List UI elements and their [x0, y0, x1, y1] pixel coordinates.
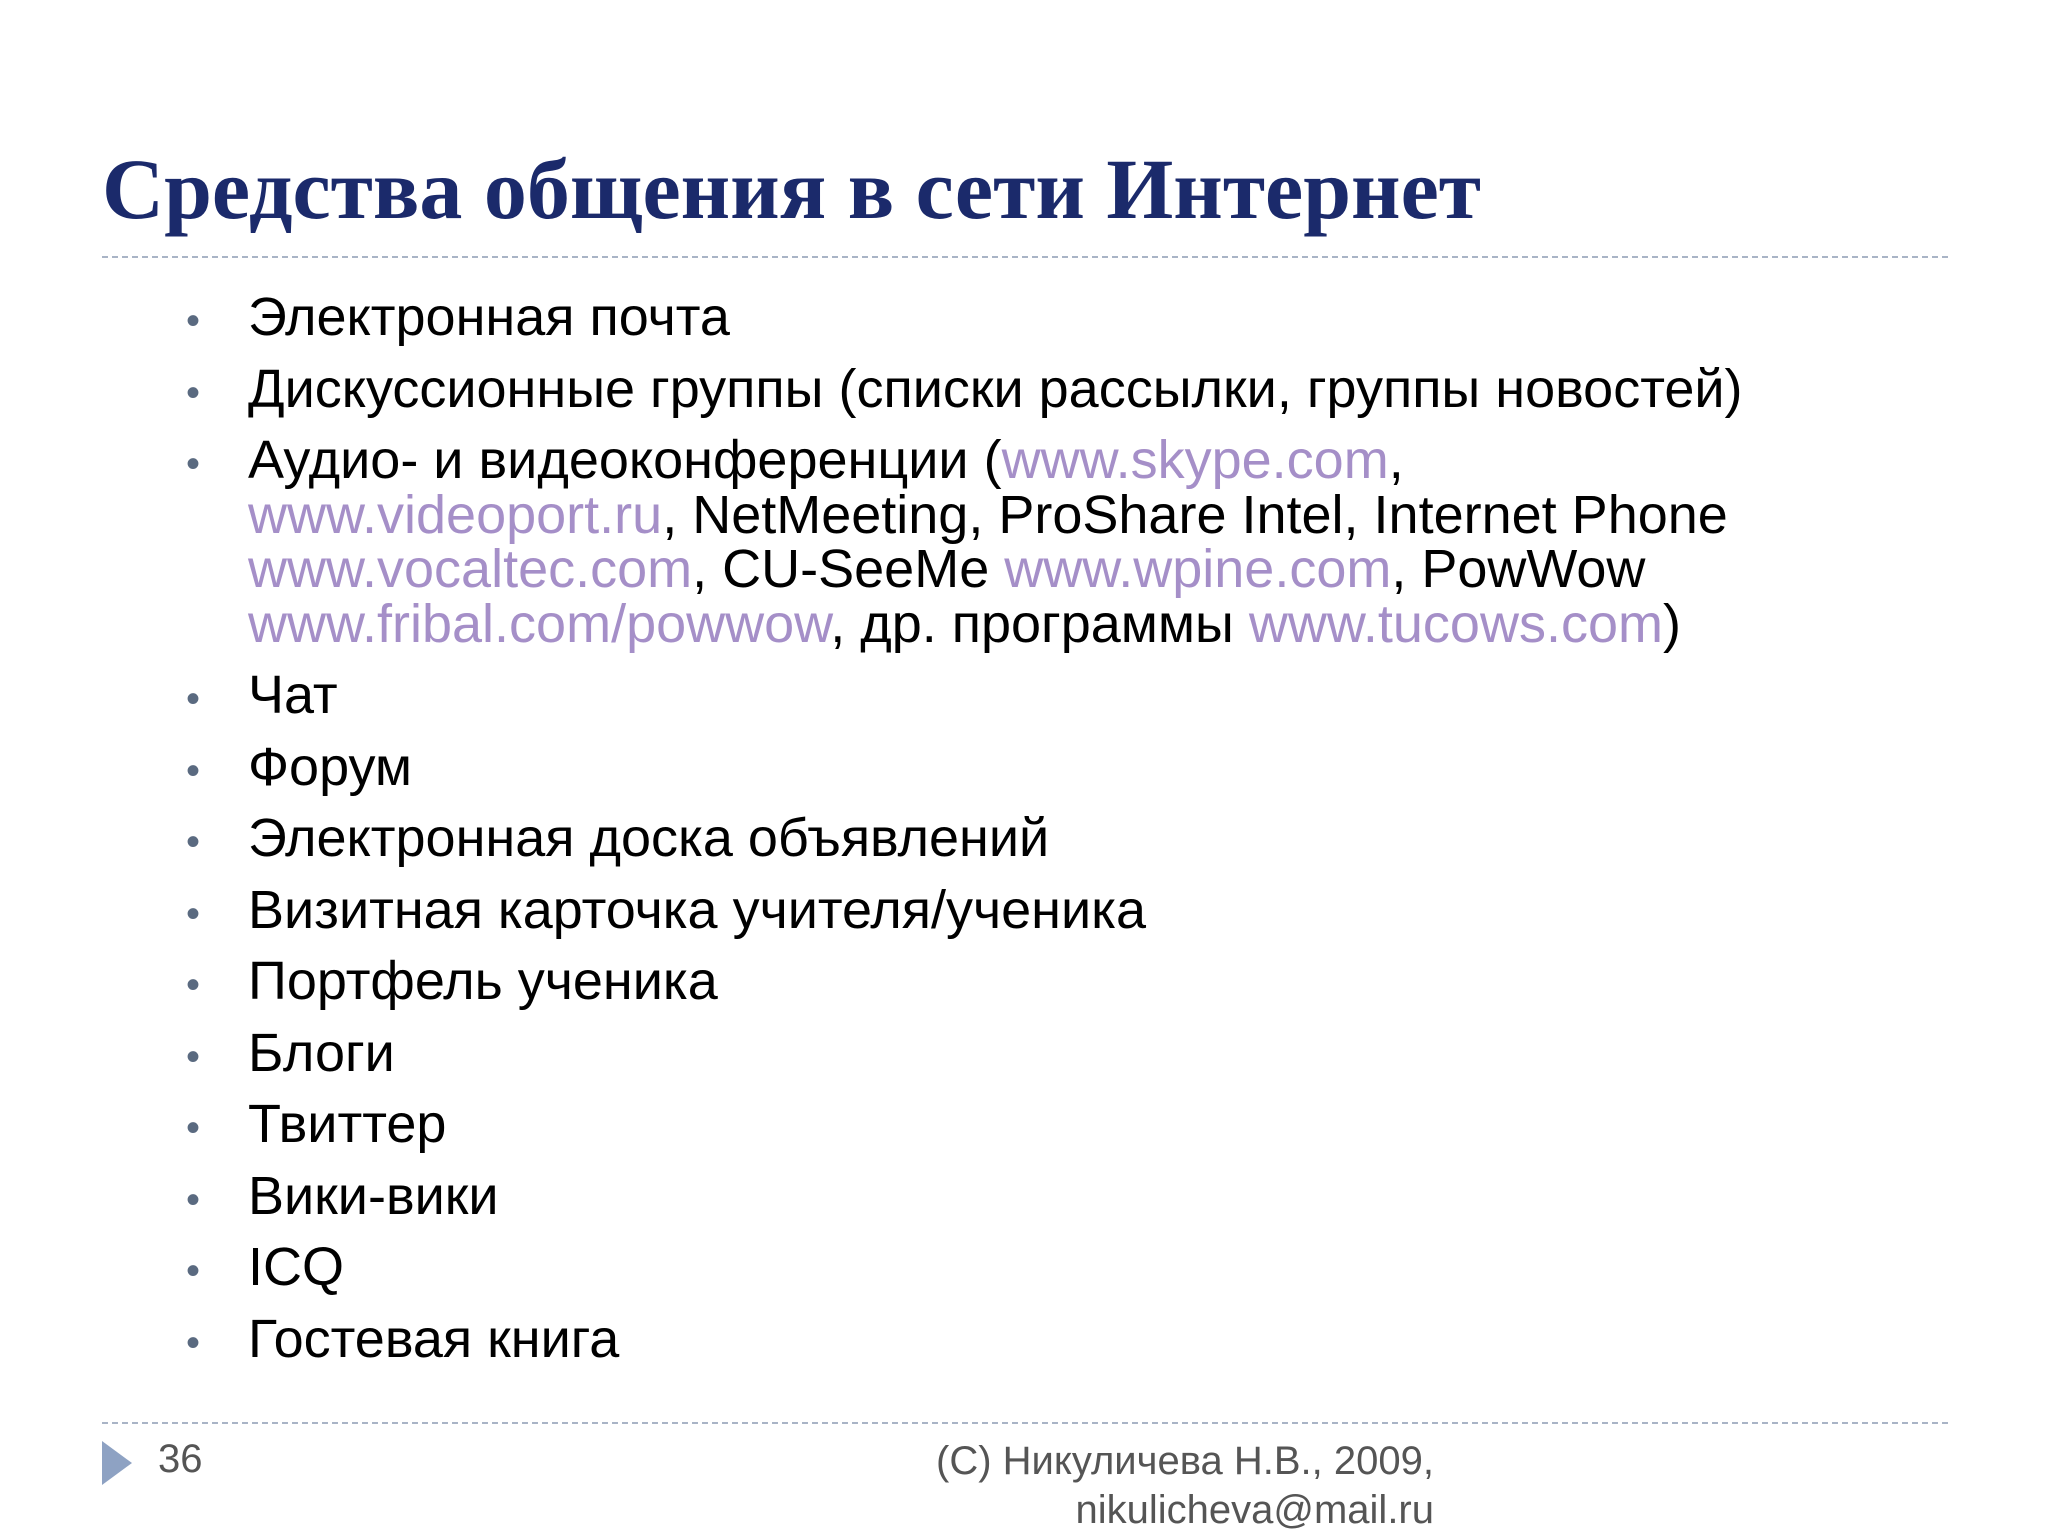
bullet-wiki: [186, 1165, 1906, 1226]
copyright-notice: [914, 1437, 1434, 1535]
bullet-text: Блоги: [248, 1022, 395, 1083]
bullet-text: Вики-вики: [248, 1165, 499, 1226]
bullet-text: , CU-SeeMe: [692, 539, 1005, 599]
bullet-text: ): [1662, 593, 1681, 654]
bullet-text: Аудио- и видеоконференции (: [248, 430, 1002, 490]
bullet-dot-icon: •: [186, 1034, 201, 1079]
bullet-dot-icon: •: [186, 1320, 201, 1365]
bullet-text: Электронная доска объявлений: [248, 808, 1050, 868]
bullet-conferences: [186, 430, 1906, 654]
bullet-dot-icon: •: [186, 677, 201, 721]
bullet-text: Визитная карточка учителя/ученика: [248, 879, 1146, 940]
bullet-dot-icon: •: [186, 820, 201, 864]
bullet-portfolio: [186, 951, 1906, 1011]
bullet-dot-icon: •: [186, 299, 201, 343]
bullet-dot-icon: •: [186, 748, 201, 793]
bullet-text: Портфель ученика: [248, 951, 718, 1011]
bullet-twitter: [186, 1094, 1906, 1154]
bullet-dot-icon: •: [186, 370, 201, 415]
link-vocaltec[interactable]: www.vocaltec.com: [248, 539, 693, 599]
bullet-text: Дискуссионные группы (списки рассылки, группы новостей): [248, 358, 1743, 419]
bullet-blogs: [186, 1022, 1906, 1083]
bullet-text: , PowWow: [1391, 539, 1646, 599]
link-videoport[interactable]: www.videoport.ru: [248, 484, 663, 545]
link-skype[interactable]: www.skype.com: [1001, 430, 1389, 490]
bullet-list: [186, 287, 1906, 1383]
link-fribal[interactable]: www.fribal.com/powwow: [248, 593, 831, 654]
link-wpine[interactable]: www.wpine.com: [1004, 539, 1392, 599]
bullet-chat: [186, 665, 1906, 725]
bullet-text: Чат: [248, 665, 338, 725]
bullet-discussion-groups: [186, 358, 1906, 419]
link-tucows[interactable]: www.tucows.com: [1248, 593, 1663, 654]
bullet-text: ,: [1388, 430, 1404, 490]
bullet-text: Форум: [248, 736, 413, 797]
bullet-guestbook: [186, 1308, 1906, 1369]
bullet-text: Электронная почта: [248, 287, 730, 347]
page-number: 36: [158, 1437, 203, 1481]
bullet-text: ICQ: [248, 1237, 345, 1297]
author-email: nikulicheva@mail.ru: [1075, 1488, 1434, 1532]
bullet-forum: [186, 736, 1906, 797]
triangle-arrow-icon: [102, 1441, 132, 1485]
bullet-dot-icon: •: [186, 442, 201, 486]
copyright-line: (C) Никуличева Н.В., 2009,: [936, 1439, 1434, 1483]
bullet-dot-icon: •: [186, 1106, 201, 1150]
bullet-text: Твиттер: [248, 1094, 447, 1154]
bullet-icq: [186, 1237, 1906, 1297]
bullet-dot-icon: •: [186, 1249, 201, 1293]
bullet-business-card: [186, 879, 1906, 940]
bullet-text: , NetMeeting, ProShare Intel, Internet Phone: [662, 484, 1728, 545]
title-divider: [102, 256, 1948, 258]
bullet-email: [186, 287, 1906, 347]
footer-divider: [102, 1422, 1948, 1424]
bullet-bulletin-board: [186, 808, 1906, 868]
slide-title: Средства общения в сети Интернет: [102, 141, 1482, 237]
bullet-text: , др. программы: [830, 593, 1249, 654]
bullet-dot-icon: •: [186, 1177, 201, 1222]
bullet-dot-icon: •: [186, 963, 201, 1007]
bullet-dot-icon: •: [186, 891, 201, 936]
bullet-text: Гостевая книга: [248, 1308, 620, 1369]
